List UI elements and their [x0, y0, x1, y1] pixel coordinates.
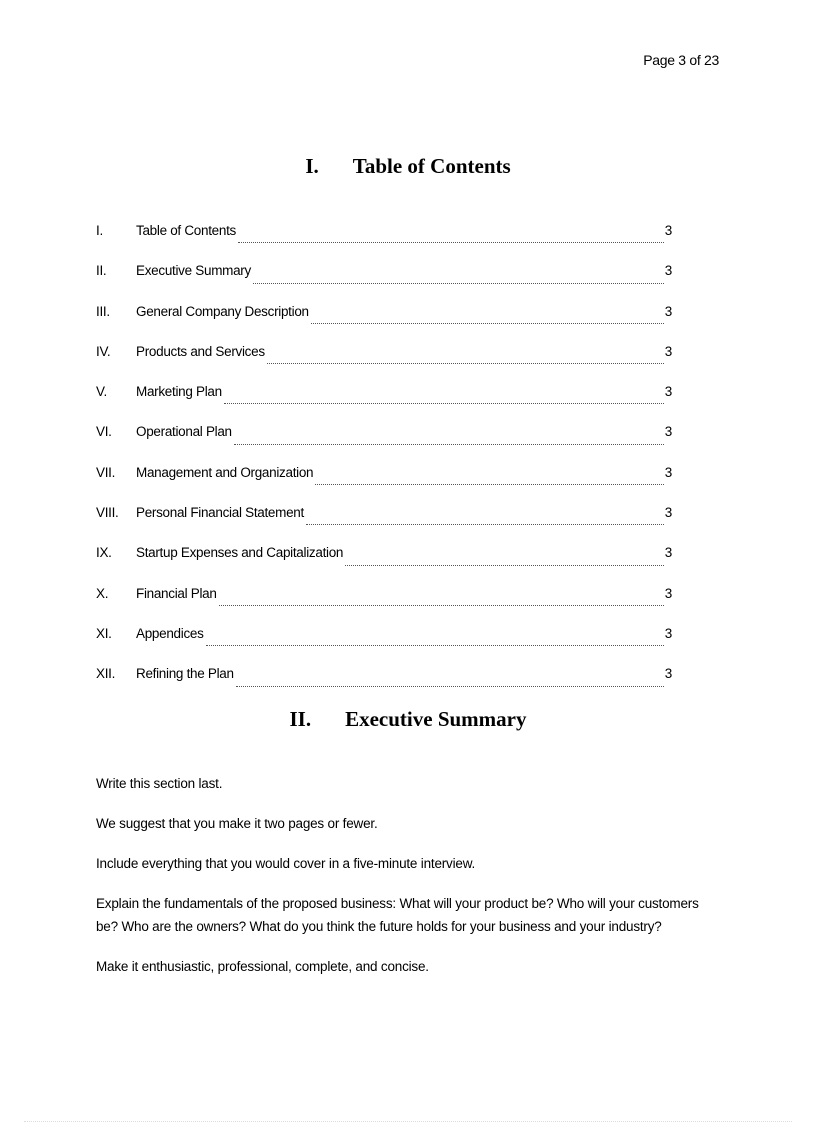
toc-entry-title: Management and Organization — [136, 464, 314, 480]
toc-dot-leader — [224, 403, 664, 404]
toc-entry-management-and-organization[interactable] — [96, 462, 672, 502]
toc-entry-number: VII. — [96, 464, 116, 480]
toc-entry-number: IX. — [96, 545, 112, 561]
executive-summary-body — [96, 772, 724, 995]
toc-entry-title: Personal Financial Statement — [136, 505, 304, 521]
toc-entry-number: X. — [96, 585, 109, 601]
toc-entry-title: Marketing Plan — [136, 384, 222, 400]
toc-entry-page: 3 — [664, 303, 672, 319]
toc-heading-title: Table of Contents — [352, 154, 511, 178]
toc-entry-refining-the-plan[interactable] — [96, 663, 672, 703]
toc-heading — [0, 154, 816, 179]
toc-entry-number: II. — [96, 263, 107, 279]
toc-dot-leader — [238, 242, 664, 243]
page-number: Page 3 of 23 — [643, 52, 719, 68]
toc-entry-page: 3 — [664, 666, 672, 682]
toc-entry-number: VI. — [96, 424, 112, 440]
executive-summary-heading-title: Executive Summary — [345, 707, 527, 731]
toc-entry-title: Appendices — [136, 625, 204, 641]
toc-entry-number: I. — [96, 223, 103, 238]
toc-entry-products-and-services[interactable] — [96, 341, 672, 381]
toc-entry-table-of-contents[interactable] — [96, 220, 672, 260]
toc-entry-number: VIII. — [96, 505, 119, 521]
toc-entry-number: XI. — [96, 625, 112, 641]
toc-entry-page: 3 — [664, 223, 672, 238]
toc-entry-title: Financial Plan — [136, 585, 217, 601]
toc-entry-title: General Company Description — [136, 303, 309, 319]
toc-dot-leader — [345, 565, 664, 566]
paragraph: Make it enthusiastic, professional, complete, and concise. — [96, 959, 429, 974]
toc-entry-title: Refining the Plan — [136, 666, 234, 682]
paragraph: Explain the fundamentals of the proposed business: What will your product be? Who will your customers be? Who are the owners? What do you think the future holds for your business and your industry? — [96, 896, 699, 934]
toc-dot-leader — [311, 323, 664, 324]
toc-entry-number: XII. — [96, 666, 116, 682]
toc-entry-number: III. — [96, 303, 110, 319]
toc-entry-general-company-description[interactable] — [96, 301, 672, 341]
toc-entry-page: 3 — [664, 464, 672, 480]
executive-summary-heading-number: II. — [289, 707, 312, 731]
table-of-contents — [96, 220, 672, 704]
toc-entry-title: Startup Expenses and Capitalization — [136, 545, 344, 561]
toc-dot-leader — [306, 524, 664, 525]
toc-dot-leader — [253, 283, 664, 284]
toc-entry-title: Operational Plan — [136, 424, 232, 440]
executive-summary-heading — [0, 707, 816, 732]
toc-entry-page: 3 — [664, 545, 672, 561]
paragraph: Write this section last. — [96, 776, 223, 791]
toc-entry-title: Products and Services — [136, 343, 265, 359]
toc-dot-leader — [236, 686, 664, 687]
toc-entry-title: Table of Contents — [136, 223, 236, 238]
toc-dot-leader — [315, 484, 664, 485]
toc-entry-personal-financial-statement[interactable] — [96, 502, 672, 542]
toc-entry-number: V. — [96, 384, 107, 400]
toc-entry-operational-plan[interactable] — [96, 421, 672, 461]
toc-dot-leader — [206, 645, 664, 646]
toc-entry-financial-plan[interactable] — [96, 583, 672, 623]
toc-entry-marketing-plan[interactable] — [96, 381, 672, 421]
toc-dot-leader — [267, 363, 664, 364]
paragraph: We suggest that you make it two pages or fewer. — [96, 816, 378, 831]
toc-entry-appendices[interactable] — [96, 623, 672, 663]
toc-entry-title: Executive Summary — [136, 263, 251, 279]
toc-entry-number: IV. — [96, 343, 111, 359]
toc-entry-page: 3 — [664, 424, 672, 440]
toc-entry-executive-summary[interactable] — [96, 260, 672, 300]
toc-entry-page: 3 — [664, 384, 672, 400]
toc-entry-page: 3 — [664, 585, 672, 601]
toc-entry-page: 3 — [664, 263, 672, 279]
toc-entry-page: 3 — [664, 505, 672, 521]
toc-dot-leader — [219, 605, 664, 606]
toc-heading-number: I. — [305, 154, 319, 178]
toc-entry-startup-expenses[interactable] — [96, 542, 672, 582]
page-bottom-divider — [24, 1121, 792, 1122]
toc-dot-leader — [234, 444, 664, 445]
toc-entry-page: 3 — [664, 343, 672, 359]
toc-entry-page: 3 — [664, 625, 672, 641]
paragraph: Include everything that you would cover in a five-minute interview. — [96, 856, 476, 871]
